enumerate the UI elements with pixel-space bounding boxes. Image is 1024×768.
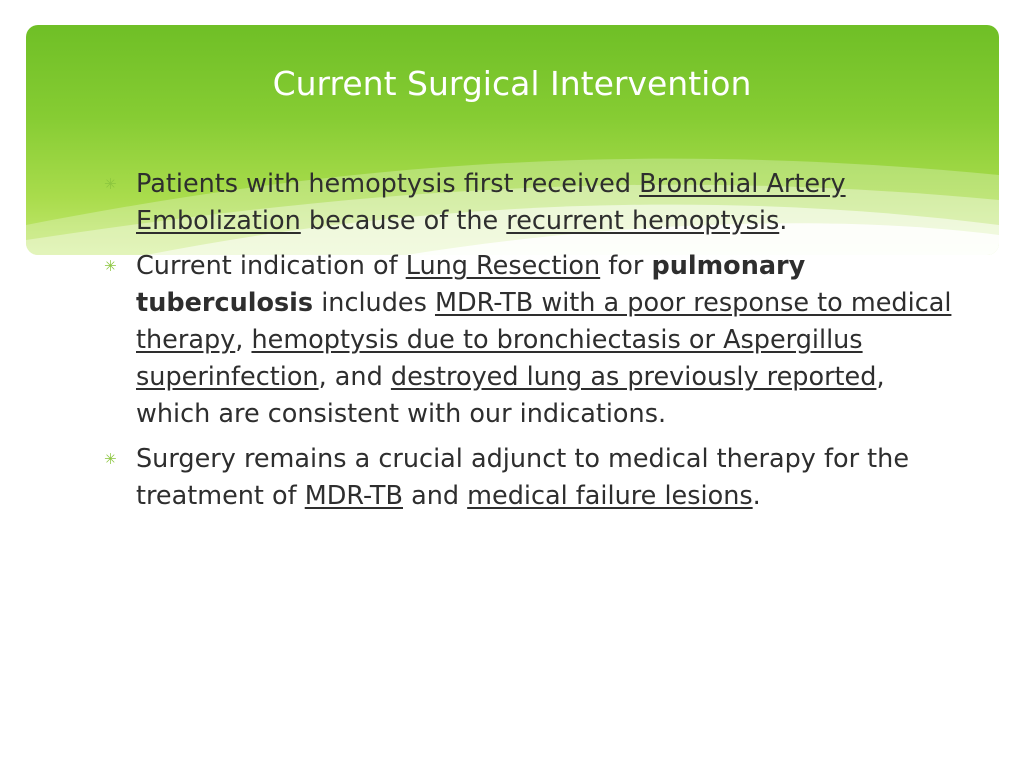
underlined-term: recurrent hemoptysis <box>506 206 780 236</box>
bold-term: pulmonary tuberculosis <box>136 251 806 318</box>
slide-title: Current Surgical Intervention <box>272 64 752 103</box>
text-run: includes <box>313 288 435 318</box>
asterisk-bullet-icon: ✳ <box>104 257 117 275</box>
bullet-item <box>100 166 960 240</box>
asterisk-bullet-icon: ✳ <box>104 175 117 193</box>
bullet-item <box>100 441 960 515</box>
text-run: because of the <box>300 206 507 236</box>
text-run: Surgery remains a crucial adjunct to medical therapy for the treatment of <box>136 444 910 511</box>
bullet-item <box>100 248 960 433</box>
text-run: . <box>779 206 788 236</box>
text-run: and <box>402 481 468 511</box>
underlined-term: MDR-TB <box>304 481 403 511</box>
underlined-term: medical failure lesions <box>467 481 753 511</box>
text-run: Current indication of <box>136 251 406 281</box>
text-run: , and <box>318 362 391 392</box>
text-run: . <box>752 481 761 511</box>
underlined-term: MDR-TB with a poor response to medical therapy <box>136 288 952 355</box>
bullet-text <box>136 444 909 511</box>
asterisk-bullet-icon: ✳ <box>104 450 117 468</box>
underlined-term: hemoptysis due to bronchiectasis or Aspergillus superinfection <box>136 325 863 392</box>
bullet-text <box>136 251 951 429</box>
bullet-list <box>100 166 960 523</box>
text-run: , <box>235 325 252 355</box>
bullet-text <box>136 169 846 236</box>
text-run: for <box>600 251 652 281</box>
underlined-term: destroyed lung as previously reported <box>390 362 877 392</box>
text-run: Patients with hemoptysis first received <box>136 169 640 199</box>
underlined-term: Lung Resection <box>405 251 601 281</box>
text-run: , which are consistent with our indications. <box>136 362 885 429</box>
underlined-term: Bronchial Artery Embolization <box>136 169 846 236</box>
